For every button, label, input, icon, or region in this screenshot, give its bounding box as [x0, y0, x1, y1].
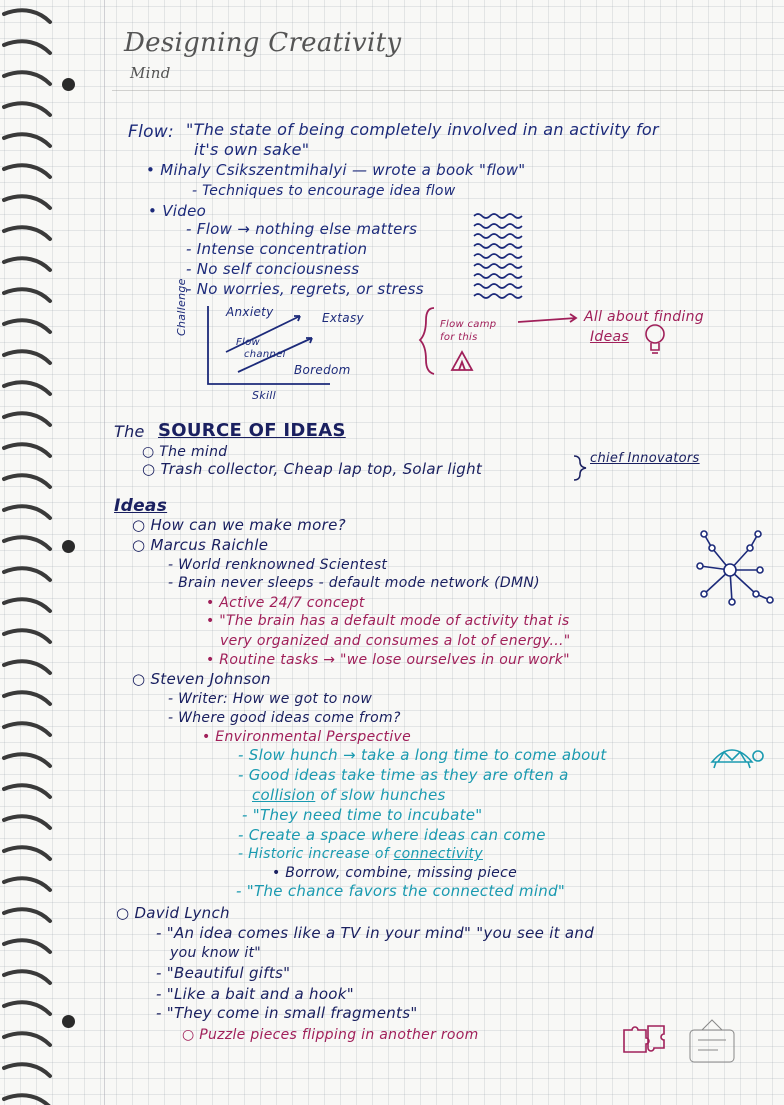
video-item: - No self conciousness — [186, 260, 360, 278]
flow-definition-line2: it's own sake" — [194, 140, 310, 159]
video-item: - Intense concentration — [186, 240, 368, 258]
wave-doodle-icon — [474, 214, 522, 298]
johnson-teal-item: - Create a space where ideas can come — [238, 826, 546, 844]
flow-camp-brace — [420, 308, 576, 374]
collision-word: collision — [252, 786, 316, 804]
diagram-x-axis-label: Skill — [252, 389, 277, 402]
ideas-question: ○ How can we make more? — [132, 516, 346, 534]
raichle-sub-item: • Routine tasks → "we lose ourselves in our work" — [206, 652, 570, 668]
source-item-innovations: ○ Trash collector, Cheap lap top, Solar light — [142, 460, 483, 478]
slow-hunches-text: of slow hunches — [315, 786, 446, 804]
lightbulb-icon — [646, 325, 664, 353]
johnson-teal-item: - Good ideas take time as they are often a — [238, 766, 569, 784]
tent-icon — [452, 352, 472, 370]
video-item: - Flow → nothing else matters — [186, 220, 418, 238]
tv-doodle-icon — [690, 1020, 734, 1062]
page-subtitle: Mind — [130, 64, 171, 82]
flow-term: Flow: — [128, 122, 175, 142]
source-prefix: The — [114, 422, 145, 441]
finding-ideas-line2: Ideas — [590, 329, 630, 345]
lynch-quote-line2: you know it" — [170, 945, 262, 961]
flow-bullet-techniques: - Techniques to encourage idea flow — [192, 183, 456, 199]
puzzle-pieces-icon — [624, 1026, 664, 1052]
flow-definition-line1: "The state of being completely involved in an activity for — [186, 120, 659, 139]
diagram-anxiety-label: Anxiety — [226, 305, 274, 319]
network-icon — [697, 531, 773, 605]
connectivity-word: connectivity — [393, 846, 483, 862]
johnson-name: ○ Steven Johnson — [132, 670, 271, 688]
raichle-quote-line1: • "The brain has a default mode of activity that is — [206, 613, 570, 629]
flow-bullet-author: • Mihaly Csikszentmihalyi — wrote a book "flow" — [146, 161, 526, 179]
flow-bullet-video: • Video — [148, 202, 207, 220]
lynch-item: - "Like a bait and a hook" — [156, 985, 354, 1003]
flow-camp-line2: for this — [440, 332, 478, 343]
raichle-sub-item: • Active 24/7 concept — [206, 595, 365, 611]
source-heading: SOURCE OF IDEAS — [158, 420, 346, 441]
source-brace-label: chief Innovators — [590, 451, 700, 466]
innovators-brace — [574, 456, 586, 480]
flow-diagram-axes — [208, 306, 330, 384]
turtle-icon — [712, 750, 763, 768]
johnson-item: - Writer: How we got to now — [168, 691, 373, 707]
raichle-item: - World renknowned Scientest — [168, 557, 388, 573]
diagram-boredom-label: Boredom — [294, 363, 351, 377]
raichle-name: ○ Marcus Raichle — [132, 536, 269, 554]
johnson-perspective: • Environmental Perspective — [202, 729, 412, 745]
johnson-sub-item: • Borrow, combine, missing piece — [272, 865, 517, 881]
finding-ideas-line1: All about finding — [584, 309, 704, 325]
video-item: - No worries, regrets, or stress — [186, 280, 424, 298]
lynch-item: - "Beautiful gifts" — [156, 964, 291, 982]
lynch-puzzle-item: ○ Puzzle pieces flipping in another room — [182, 1027, 479, 1043]
johnson-teal-item: - "They need time to incubate" — [242, 806, 483, 824]
diagram-y-axis-label: Challenge — [175, 278, 188, 336]
raichle-item: - Brain never sleeps - default mode network (DMN) — [168, 575, 540, 591]
diagram-channel-label: channel — [244, 349, 286, 360]
diagram-flow-label: Flow — [236, 337, 261, 348]
historic-text: - Historic increase of — [238, 846, 394, 862]
ideas-heading: Ideas — [114, 496, 168, 516]
lynch-item: - "They come in small fragments" — [156, 1004, 418, 1022]
raichle-quote-line2: very organized and consumes a lot of energy..." — [220, 633, 571, 649]
page-title: Designing Creativity — [124, 28, 402, 58]
diagram-ecstasy-label: Extasy — [322, 311, 364, 325]
flow-camp-line1: Flow camp — [440, 319, 497, 330]
johnson-teal-item: - Slow hunch → take a long time to come about — [238, 746, 607, 764]
lynch-quote-line1: - "An idea comes like a TV in your mind" "you see it and — [156, 924, 595, 942]
source-item-mind: ○ The mind — [142, 444, 228, 460]
lynch-name: ○ David Lynch — [116, 904, 230, 922]
johnson-teal-item: - "The chance favors the connected mind" — [236, 882, 566, 900]
johnson-item: - Where good ideas come from? — [168, 710, 401, 726]
